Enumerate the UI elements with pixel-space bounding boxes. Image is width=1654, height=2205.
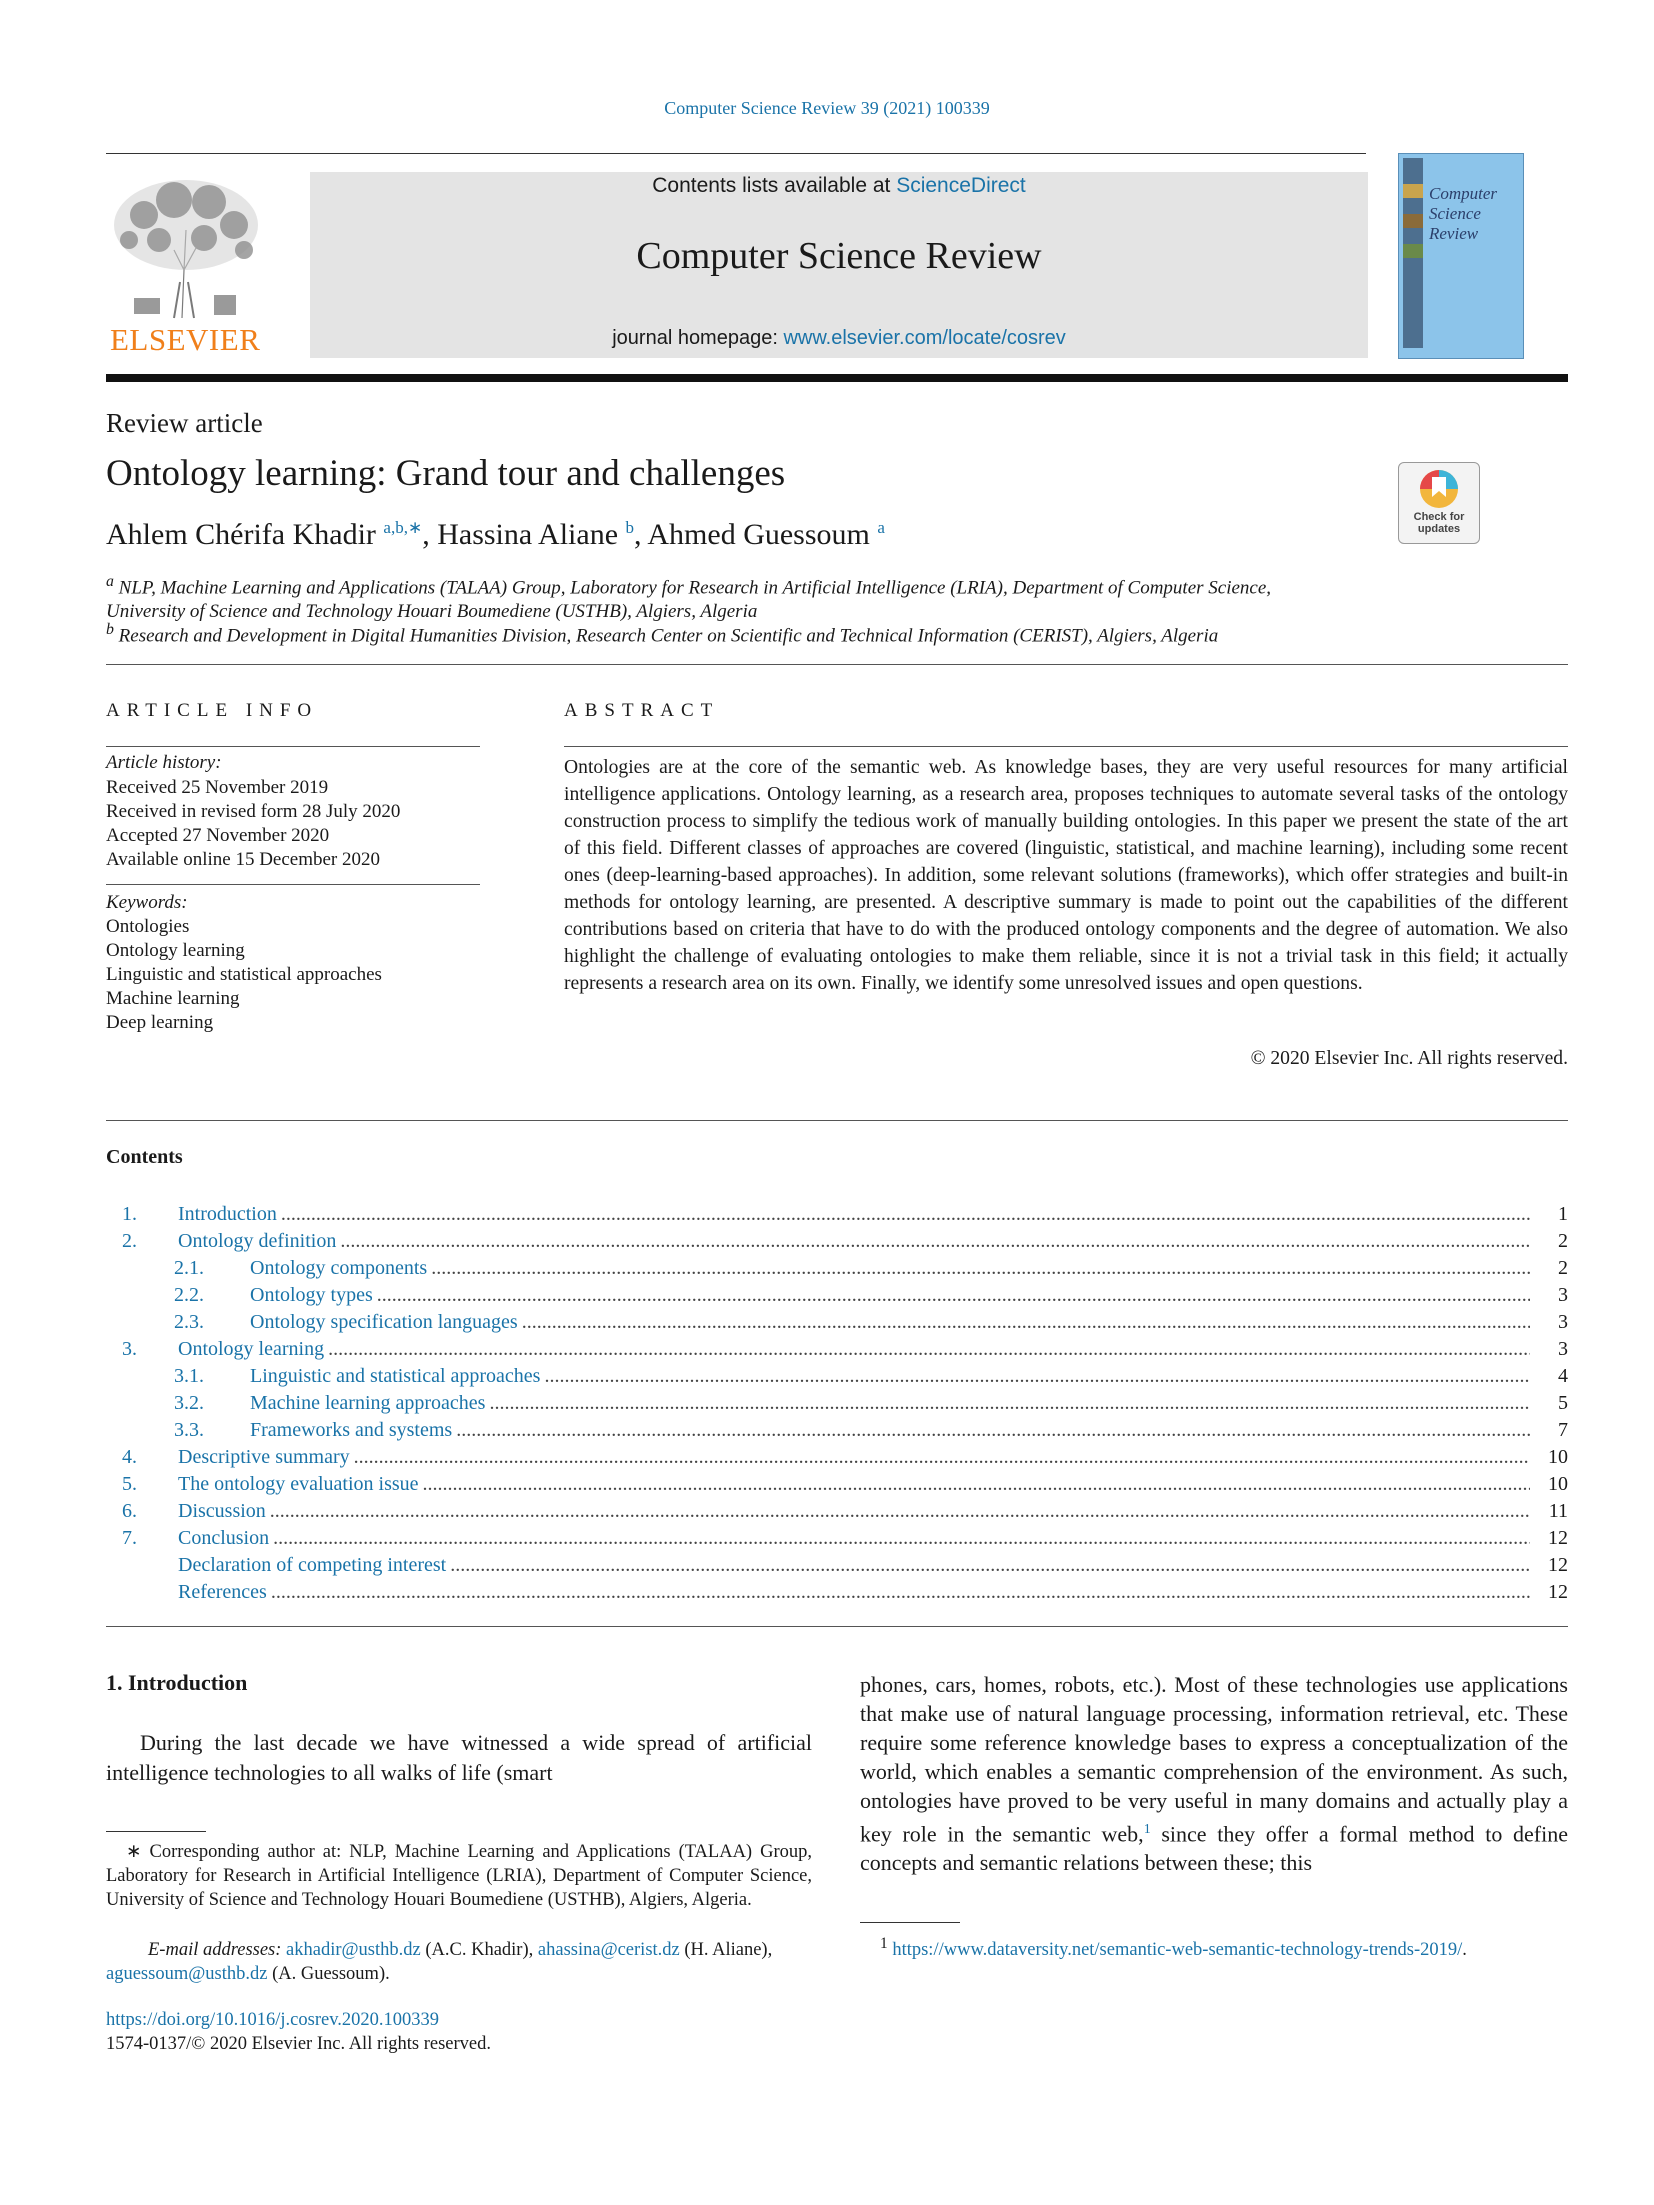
affiliation-b: $^b$ Research and Development in Digital Humanities Division, Research Center on Scientific and Technical Information (CERIST), Algiers, Algeria	[106, 621, 1219, 647]
toc-row[interactable]	[106, 1257, 1568, 1284]
toc-page: 3	[1558, 1311, 1568, 1333]
keyword: Linguistic and statistical approaches	[106, 964, 382, 985]
journal-header-box	[310, 172, 1368, 358]
keyword: Deep learning	[106, 1012, 214, 1033]
section-heading-introduction: 1. Introduction	[106, 1670, 248, 1695]
author-affiliation-mark[interactable]: a,b,∗	[383, 518, 423, 537]
toc-row[interactable]	[106, 1527, 1568, 1554]
toc-link[interactable]: Ontology specification languages	[250, 1311, 518, 1333]
publisher-wordmark: ELSEVIER	[110, 322, 261, 357]
author-affiliation-mark[interactable]: b	[625, 518, 635, 537]
contents-prefix: Contents lists available at	[652, 174, 897, 197]
abstract-bottom-rule	[106, 1120, 1568, 1121]
author-affiliation-mark[interactable]: a	[877, 518, 885, 537]
corresponding-author-text: Corresponding author at: NLP, Machine Learning and Applications (TALAA) Group, Laboratory for Research in Artificial Intelligence (LRIA), Department of Computer Science, University of Science and Technology Houari Boumediene (USTHB), Algiers, Algeria.	[106, 1842, 812, 1910]
toc-number: 3.2.	[174, 1392, 204, 1414]
body-paragraph-right	[860, 1670, 1568, 1877]
contents-line	[310, 174, 1368, 198]
homepage-line	[310, 327, 1368, 350]
sciencedirect-link[interactable]: ScienceDirect	[896, 174, 1026, 197]
toc-link[interactable]: Ontology types	[250, 1284, 373, 1306]
toc-link[interactable]: Declaration of competing interest	[178, 1554, 447, 1576]
toc-page: 3	[1558, 1284, 1568, 1306]
toc-number: 2.	[122, 1230, 137, 1252]
article-info-rule	[106, 746, 480, 747]
affiliation-mark: a	[106, 573, 114, 590]
toc-link[interactable]: Linguistic and statistical approaches	[250, 1365, 541, 1387]
toc-page: 10	[1548, 1473, 1568, 1495]
abstract-rule	[564, 746, 1568, 747]
footnote-url-link[interactable]: https://www.dataversity.net/semantic-web-semantic-technology-trends-2019/	[892, 1940, 1463, 1961]
toc-number: 2.1.	[174, 1257, 204, 1279]
crossmark-label: Check for updates	[1413, 511, 1465, 535]
contents-title: Contents	[106, 1146, 183, 1168]
toc-leader	[270, 1500, 1530, 1523]
elsevier-tree-icon	[104, 170, 274, 320]
keywords-label: Keywords:	[106, 892, 188, 913]
toc-row[interactable]	[106, 1338, 1568, 1365]
email-addresses	[106, 1938, 812, 1986]
toc-row[interactable]	[106, 1473, 1568, 1500]
abstract-heading: ABSTRACT	[564, 700, 720, 721]
email-owner: (A.C. Khadir),	[420, 1940, 538, 1960]
toc-leader	[450, 1554, 1530, 1577]
toc-row[interactable]	[106, 1230, 1568, 1257]
toc-row[interactable]	[106, 1500, 1568, 1527]
toc-row[interactable]	[106, 1311, 1568, 1338]
toc-page: 5	[1558, 1392, 1568, 1414]
author-list: Ahlem Chérifa Khadir $^{a,b,∗}$, Hassina Aliane $^b$, Ahmed Guessoum $^a$	[106, 518, 885, 551]
intro-paragraph: During the last decade we have witnessed a wide spread of artificial intelligence technologies to all walks of life (smart	[106, 1730, 812, 1785]
author-name[interactable]: Ahmed Guessoum	[647, 518, 870, 551]
header-thick-rule	[106, 374, 1568, 382]
toc-leader	[273, 1527, 1530, 1550]
paragraph-text: phones, cars, homes, robots, etc.). Most of these technologies use applications that make use of natural language processing, information retrieval, etc. These require some reference knowledge bases to express a conceptualization of the world, which enables a semantic comprehension of the environment. As such, ontologies have proved to be very useful in many domains and actually play a key role in the semantic web,	[860, 1672, 1568, 1847]
journal-name: Computer Science Review	[636, 235, 1042, 277]
toc-page: 3	[1558, 1338, 1568, 1360]
footnote-rule	[860, 1922, 960, 1923]
homepage-link[interactable]: www.elsevier.com/locate/cosrev	[783, 327, 1066, 349]
toc-leader	[281, 1203, 1530, 1226]
footnote-reference[interactable]: 1	[1143, 1822, 1151, 1837]
email-link[interactable]: ahassina@cerist.dz	[537, 1940, 680, 1960]
elsevier-logo	[104, 170, 274, 360]
keywords-rule	[106, 884, 480, 885]
toc-number: 2.2.	[174, 1284, 204, 1306]
keyword: Ontologies	[106, 916, 190, 937]
toc-leader	[328, 1338, 1530, 1361]
toc-number: 5.	[122, 1473, 137, 1495]
toc-number: 4.	[122, 1446, 137, 1468]
history-item: Available online 15 December 2020	[106, 849, 380, 870]
toc-link[interactable]: Introduction	[178, 1203, 277, 1225]
toc-leader	[522, 1311, 1530, 1334]
toc-row[interactable]	[106, 1203, 1568, 1230]
toc-leader	[340, 1230, 1530, 1253]
toc-leader	[354, 1446, 1530, 1469]
affiliation-a: $^a$ NLP, Machine Learning and Applications (TALAA) Group, Laboratory for Research in Artificial Intelligence (LRIA), Department of Computer Science, University of Science and Technology Houari Boumediene (USTHB), Algiers, Algeria	[106, 573, 1272, 623]
toc-leader	[377, 1284, 1530, 1307]
title-block-rule	[106, 664, 1568, 665]
toc-number: 3.	[122, 1338, 137, 1360]
toc-row[interactable]	[106, 1284, 1568, 1311]
email-link[interactable]: akhadir@usthb.dz	[286, 1940, 421, 1960]
toc-number: 3.3.	[174, 1419, 204, 1441]
toc-page: 10	[1548, 1446, 1568, 1468]
toc-page: 12	[1548, 1527, 1568, 1549]
abstract-copyright: © 2020 Elsevier Inc. All rights reserved.	[1250, 1048, 1568, 1069]
toc-row[interactable]	[106, 1419, 1568, 1446]
keyword: Machine learning	[106, 988, 240, 1009]
corresponding-author-note	[106, 1840, 812, 1912]
toc-link[interactable]: References	[178, 1581, 267, 1603]
history-item: Received in revised form 28 July 2020	[106, 801, 401, 822]
toc-leader	[423, 1473, 1530, 1496]
footnote-mark: 1	[880, 1935, 888, 1952]
toc-leader	[456, 1419, 1530, 1442]
toc-link[interactable]: Ontology definition	[178, 1230, 337, 1252]
toc-page: 2	[1558, 1257, 1568, 1279]
toc-row[interactable]	[106, 1554, 1568, 1581]
toc-page: 12	[1548, 1581, 1568, 1603]
top-rule	[106, 153, 1366, 154]
article-title: Ontology learning: Grand tour and challenges	[106, 453, 786, 494]
toc-page: 11	[1548, 1500, 1568, 1522]
toc-link[interactable]: Ontology components	[250, 1257, 428, 1279]
article-info-heading: ARTICLE INFO	[106, 700, 319, 721]
toc-number: 3.1.	[174, 1365, 204, 1387]
history-item: Accepted 27 November 2020	[106, 825, 330, 846]
article-history-label: Article history:	[106, 752, 222, 773]
homepage-prefix: journal homepage:	[612, 327, 784, 349]
footnote-rule	[106, 1831, 206, 1832]
toc-number: 1.	[122, 1203, 137, 1225]
abstract-text: Ontologies are at the core of the semantic web. As knowledge bases, they are very useful resources for many artificial intelligence applications. Ontology learning, as a research area, proposes techniques to automate several tasks of the ontology construction process to simplify the tedious work of manually building ontologies. In this paper we present the state of the art of this field. Different classes of approaches are covered (linguistic, statistical, and machine learning), including some recent ones (deep-learning-based approaches). In addition, some relevant solutions (frameworks), which offer strategies and built-in methods for ontology learning, are presented. A descriptive summary is made to point out the capabilities of the different contributions based on criteria that have to do with the produced ontology components and the degree of automation. We also highlight the challenge of evaluating ontologies to make them reliable, since it is not a trivial task in this field; it actually represents a research area on its own. Finally, we identify some unresolved issues and open questions.	[564, 757, 1568, 994]
keyword: Ontology learning	[106, 940, 245, 961]
toc-row[interactable]	[106, 1581, 1568, 1608]
toc-link[interactable]: Descriptive summary	[178, 1446, 350, 1468]
cover-title-line-1: Computer	[1429, 184, 1497, 203]
contents-bottom-rule	[106, 1626, 1568, 1627]
toc-row[interactable]	[106, 1365, 1568, 1392]
toc-page: 1	[1558, 1203, 1568, 1225]
author-name[interactable]: Ahlem Chérifa Khadir	[106, 518, 376, 551]
footnote-mark: ∗	[126, 1842, 142, 1862]
toc-number: 6.	[122, 1500, 137, 1522]
crossmark-icon	[1399, 463, 1479, 513]
history-item: Received 25 November 2019	[106, 777, 329, 798]
toc-leader	[431, 1257, 1530, 1280]
author-name[interactable]: Hassina Aliane	[437, 518, 619, 551]
cover-title-line-2: Science	[1429, 204, 1481, 223]
toc-link[interactable]: Ontology learning	[178, 1338, 325, 1360]
cover-title-line-3: Review	[1429, 224, 1479, 243]
article-type: Review article	[106, 408, 263, 438]
footnote-end: .	[1462, 1940, 1467, 1961]
toc-leader	[489, 1392, 1530, 1415]
affiliation-mark: b	[106, 621, 114, 638]
toc-link[interactable]: Discussion	[178, 1500, 266, 1522]
toc-link[interactable]: Frameworks and systems	[250, 1419, 453, 1441]
toc-row[interactable]	[106, 1392, 1568, 1419]
toc-page: 4	[1558, 1365, 1568, 1387]
doi-link[interactable]: https://doi.org/10.1016/j.cosrev.2020.100339	[106, 2010, 439, 2030]
email-owner: (A. Guessoum).	[267, 1964, 390, 1984]
toc-page: 12	[1548, 1554, 1568, 1576]
journal-reference[interactable]: Computer Science Review 39 (2021) 100339	[664, 98, 990, 118]
toc-page: 7	[1558, 1419, 1568, 1441]
email-label: E-mail addresses:	[148, 1940, 282, 1960]
toc-page: 2	[1558, 1230, 1568, 1252]
email-owner: (H. Aliane),	[679, 1940, 773, 1960]
toc-row[interactable]	[106, 1446, 1568, 1473]
toc-link[interactable]: The ontology evaluation issue	[178, 1473, 419, 1495]
toc-leader	[544, 1365, 1530, 1388]
toc-link[interactable]: Conclusion	[178, 1527, 270, 1549]
check-for-updates-badge[interactable]	[1398, 462, 1480, 544]
email-link[interactable]: aguessoum@usthb.dz	[106, 1964, 268, 1984]
toc-link[interactable]: Machine learning approaches	[250, 1392, 486, 1414]
journal-cover-thumbnail[interactable]	[1398, 153, 1524, 359]
issn-copyright: 1574-0137/© 2020 Elsevier Inc. All rights reserved.	[106, 2034, 492, 2054]
toc-number: 7.	[122, 1527, 137, 1549]
toc-leader	[271, 1581, 1530, 1604]
paragraph-text: since they offer a formal method to define concepts and semantic relations between these; this	[860, 1821, 1568, 1876]
toc-number: 2.3.	[174, 1311, 204, 1333]
footnote-1	[860, 1932, 1568, 1962]
